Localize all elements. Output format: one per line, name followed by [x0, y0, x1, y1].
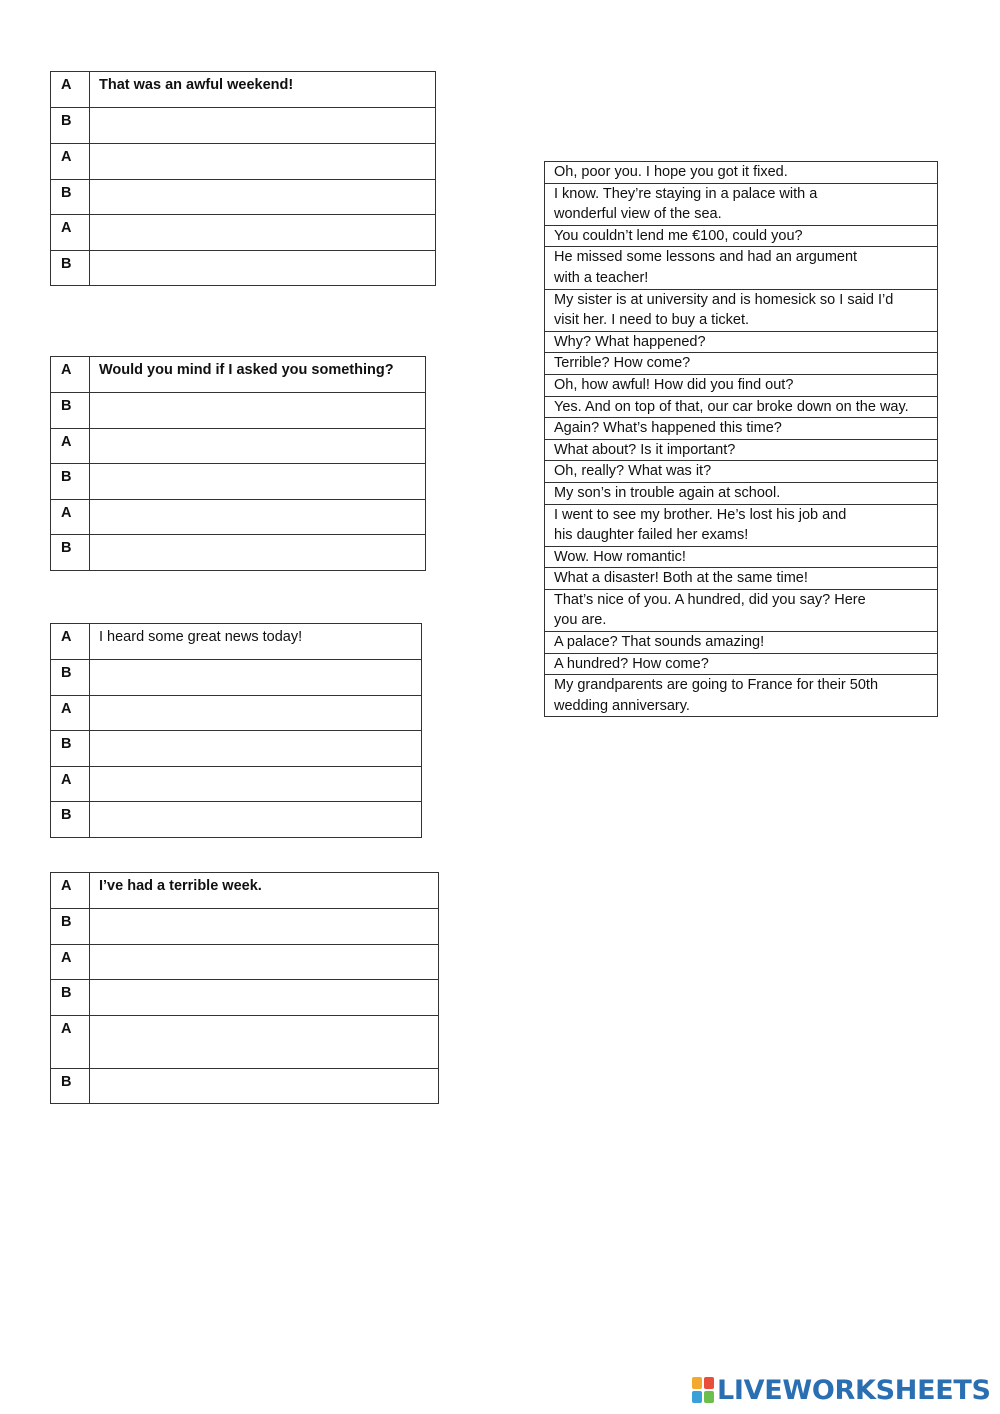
- answer-drop-zone[interactable]: [90, 696, 422, 731]
- draggable-option[interactable]: [545, 482, 938, 504]
- option-line: What about? Is it important?: [554, 441, 736, 458]
- speaker-label: B: [51, 464, 90, 500]
- liveworksheets-mark-icon: [692, 1377, 714, 1403]
- answer-drop-zone[interactable]: [90, 767, 422, 802]
- draggable-option[interactable]: [545, 589, 938, 631]
- speaker-label: A: [51, 1016, 90, 1069]
- draggable-option[interactable]: [545, 162, 938, 184]
- option-line: Oh, poor you. I hope you got it fixed.: [554, 164, 788, 180]
- draggable-option[interactable]: [545, 675, 938, 717]
- option-line: Oh, really? What was it?: [554, 463, 712, 480]
- option-row: [545, 632, 938, 654]
- option-row: [545, 482, 938, 504]
- dialogue-table-2: [50, 356, 426, 571]
- option-line: wedding anniversary.: [554, 697, 690, 714]
- option-row: [545, 396, 938, 418]
- answer-drop-zone[interactable]: [90, 660, 422, 696]
- speaker-label: A: [51, 144, 90, 180]
- answer-drop-zone[interactable]: [90, 500, 426, 535]
- speaker-label: B: [51, 535, 90, 571]
- draggable-option[interactable]: [545, 632, 938, 654]
- answer-drop-zone[interactable]: [90, 945, 439, 980]
- dialogue-row: [51, 500, 426, 535]
- dialogue-row: [51, 1069, 439, 1104]
- option-line: My sister is at university and is homesick so I said I’d: [554, 291, 894, 308]
- dialogue-row: [51, 180, 436, 215]
- option-row: [545, 162, 938, 184]
- answer-drop-zone[interactable]: [90, 1069, 439, 1104]
- option-line: Terrible? How come?: [554, 355, 691, 372]
- option-line: his daughter failed her exams!: [554, 527, 749, 544]
- mark-square: [692, 1391, 702, 1403]
- option-row: [545, 675, 938, 717]
- speaker-label: B: [51, 393, 90, 429]
- draggable-option[interactable]: [545, 418, 938, 440]
- answer-drop-zone[interactable]: [90, 1016, 439, 1069]
- answer-drop-zone[interactable]: [90, 464, 426, 500]
- mark-square: [704, 1391, 714, 1403]
- speaker-label: A: [51, 696, 90, 731]
- option-line: with a teacher!: [554, 269, 649, 286]
- draggable-option[interactable]: [545, 568, 938, 590]
- answer-drop-zone[interactable]: [90, 535, 426, 571]
- mark-square: [692, 1377, 702, 1389]
- option-line: Wow. How romantic!: [554, 548, 686, 565]
- speaker-label: A: [51, 767, 90, 802]
- dialogue-row: [51, 980, 439, 1016]
- dialogue-row: [51, 429, 426, 464]
- answer-drop-zone[interactable]: [90, 731, 422, 767]
- dialogue-row: [51, 624, 422, 660]
- dialogue-row: [51, 767, 422, 802]
- answer-drop-zone[interactable]: [90, 393, 426, 429]
- dialogue-row: [51, 873, 439, 909]
- mark-square: [704, 1377, 714, 1389]
- speaker-label: B: [51, 180, 90, 215]
- dialogue-table-1: [50, 71, 436, 286]
- draggable-option[interactable]: [545, 461, 938, 483]
- draggable-option[interactable]: [545, 183, 938, 225]
- speaker-label: A: [51, 873, 90, 909]
- speaker-label: B: [51, 108, 90, 144]
- option-row: [545, 247, 938, 289]
- speaker-label: B: [51, 802, 90, 838]
- option-row: [545, 183, 938, 225]
- option-line: My son’s in trouble again at school.: [554, 484, 781, 501]
- speaker-label: B: [51, 251, 90, 286]
- liveworksheets-wordmark: LIVEWORKSHEETS: [717, 1374, 991, 1406]
- draggable-option[interactable]: [545, 353, 938, 375]
- dialogue-row: [51, 357, 426, 393]
- option-line: I went to see my brother. He’s lost his job and: [554, 506, 847, 523]
- dialogue-row: [51, 144, 436, 180]
- speaker-label: B: [51, 909, 90, 945]
- answer-drop-zone[interactable]: [90, 802, 422, 838]
- dialogue-line: Would you mind if I asked you something?: [90, 357, 426, 393]
- option-line: You couldn’t lend me €100, could you?: [554, 227, 803, 244]
- speaker-label: A: [51, 72, 90, 108]
- speaker-label: A: [51, 215, 90, 251]
- dialogue-row: [51, 393, 426, 429]
- answer-drop-zone[interactable]: [90, 215, 436, 251]
- option-row: [545, 589, 938, 631]
- speaker-label: A: [51, 624, 90, 660]
- dialogue-row: [51, 251, 436, 286]
- option-line: wonderful view of the sea.: [554, 206, 722, 223]
- answer-drop-zone[interactable]: [90, 144, 436, 180]
- option-row: [545, 331, 938, 353]
- draggable-option[interactable]: [545, 225, 938, 247]
- answer-drop-zone[interactable]: [90, 909, 439, 945]
- option-row: [545, 504, 938, 546]
- option-line: My grandparents are going to France for their 50th: [554, 677, 879, 694]
- option-line: visit her. I need to buy a ticket.: [554, 312, 750, 329]
- draggable-option[interactable]: [545, 439, 938, 461]
- option-row: [545, 546, 938, 568]
- option-row: [545, 353, 938, 375]
- liveworksheets-logo: [692, 1374, 991, 1406]
- dialogue-table-3: [50, 623, 422, 838]
- dialogue-line: That was an awful weekend!: [90, 72, 436, 108]
- option-row: [545, 568, 938, 590]
- dialogue-line: I heard some great news today!: [90, 624, 422, 660]
- dialogue-row: [51, 945, 439, 980]
- dialogue-row: [51, 660, 422, 696]
- dialogue-line: I’ve had a terrible week.: [90, 873, 439, 909]
- dialogue-row: [51, 72, 436, 108]
- draggable-option[interactable]: [545, 504, 938, 546]
- dialogue-row: [51, 731, 422, 767]
- draggable-option[interactable]: [545, 653, 938, 675]
- option-row: [545, 418, 938, 440]
- draggable-option[interactable]: [545, 247, 938, 289]
- option-row: [545, 289, 938, 331]
- answer-drop-zone[interactable]: [90, 108, 436, 144]
- dialogue-row: [51, 696, 422, 731]
- speaker-label: B: [51, 980, 90, 1016]
- option-line: I know. They’re staying in a palace with a: [554, 185, 818, 202]
- dialogue-row: [51, 108, 436, 144]
- dialogue-row: [51, 909, 439, 945]
- option-line: A hundred? How come?: [554, 655, 709, 672]
- speaker-label: A: [51, 429, 90, 464]
- option-line: A palace? That sounds amazing!: [554, 634, 765, 651]
- speaker-label: B: [51, 731, 90, 767]
- dialogue-row: [51, 535, 426, 571]
- option-line: He missed some lessons and had an argument: [554, 249, 858, 266]
- option-row: [545, 653, 938, 675]
- option-line: Again? What’s happened this time?: [554, 420, 782, 437]
- answer-drop-zone[interactable]: [90, 980, 439, 1016]
- answer-drop-zone[interactable]: [90, 180, 436, 215]
- option-line: What a disaster! Both at the same time!: [554, 570, 808, 587]
- dialogue-row: [51, 215, 436, 251]
- dialogue-row: [51, 1016, 439, 1069]
- dialogue-table-4: [50, 872, 439, 1104]
- option-line: Oh, how awful! How did you find out?: [554, 376, 794, 393]
- draggable-option[interactable]: [545, 289, 938, 331]
- speaker-label: A: [51, 500, 90, 535]
- draggable-option[interactable]: [545, 396, 938, 418]
- speaker-label: B: [51, 1069, 90, 1104]
- option-line: That’s nice of you. A hundred, did you say? Here: [554, 591, 866, 608]
- option-line: you are.: [554, 612, 607, 629]
- dialogue-row: [51, 464, 426, 500]
- draggable-option[interactable]: [545, 374, 938, 396]
- answer-drop-zone[interactable]: [90, 251, 436, 286]
- speaker-label: B: [51, 660, 90, 696]
- response-options-table: [544, 161, 938, 717]
- speaker-label: A: [51, 945, 90, 980]
- option-row: [545, 461, 938, 483]
- option-line: Yes. And on top of that, our car broke down on the way.: [554, 398, 909, 415]
- dialogue-row: [51, 802, 422, 838]
- speaker-label: A: [51, 357, 90, 393]
- draggable-option[interactable]: [545, 546, 938, 568]
- draggable-option[interactable]: [545, 331, 938, 353]
- option-row: [545, 439, 938, 461]
- option-line: Why? What happened?: [554, 333, 706, 350]
- option-row: [545, 374, 938, 396]
- option-row: [545, 225, 938, 247]
- answer-drop-zone[interactable]: [90, 429, 426, 464]
